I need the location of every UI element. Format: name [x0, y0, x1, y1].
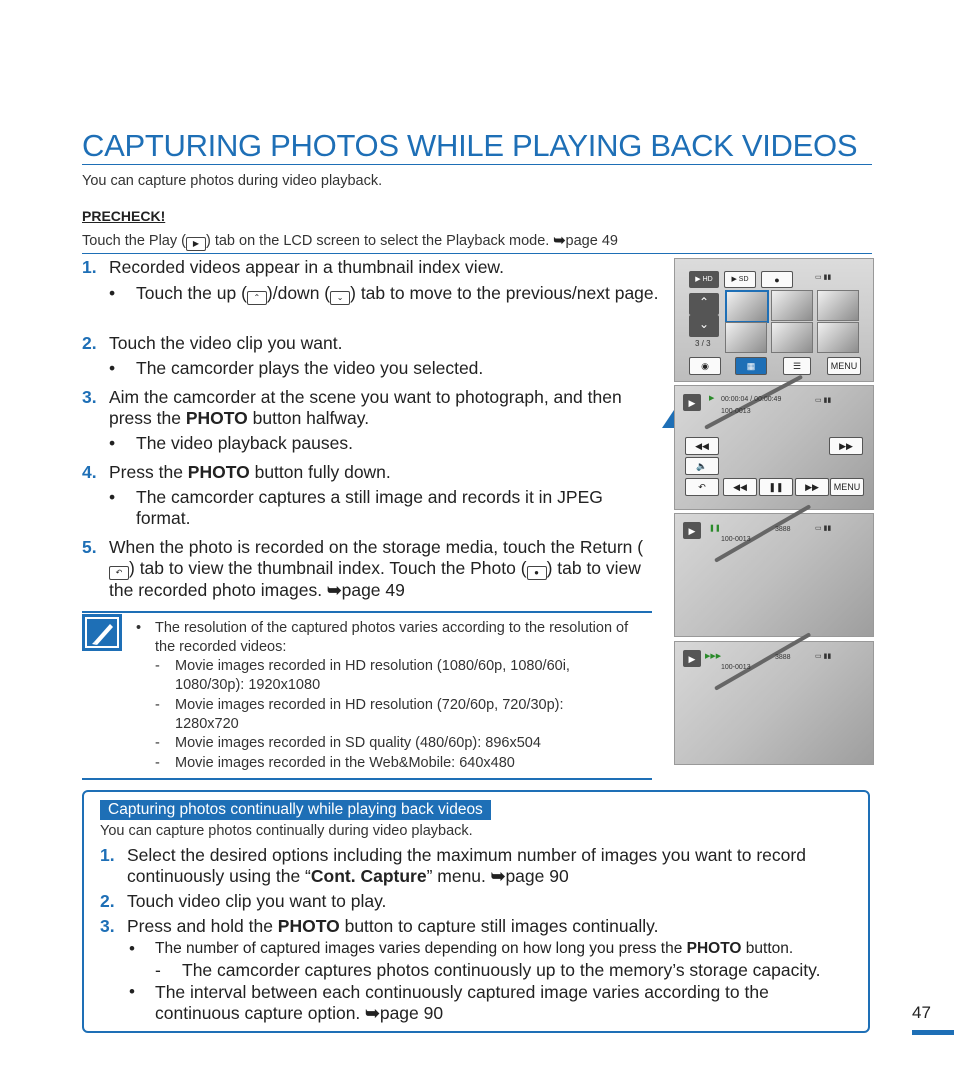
play-mode-icon: ▶ — [683, 650, 701, 667]
down-button[interactable]: ⌄ — [689, 315, 719, 337]
bullet-text-a: The number of captured images varies depending on how long you press the — [155, 940, 687, 957]
screen-resumed — [674, 641, 874, 765]
page-number: 47 — [912, 1003, 931, 1022]
bullet-dot: • — [129, 939, 135, 958]
note-dash: - — [155, 697, 160, 713]
thumbnail-view-button[interactable]: ▦ — [735, 357, 767, 375]
page-counter: 3 / 3 — [695, 339, 711, 348]
photo-tab[interactable]: ● — [761, 271, 793, 288]
info-button[interactable]: ☰ — [783, 357, 811, 375]
note-top-rule — [82, 611, 652, 613]
return-icon: ↶ — [109, 566, 129, 580]
note-item-3: Movie images recorded in SD quality (480/60p): 896x504 — [175, 735, 541, 751]
step-number: 1. — [100, 845, 115, 865]
hd-tab[interactable]: ▶ HD — [689, 271, 719, 288]
title-divider — [82, 164, 872, 165]
sd-tab[interactable]: ▶ SD — [724, 271, 756, 288]
note-item-4: Movie images recorded in the Web&Mobile: 640x480 — [175, 755, 515, 771]
volume-button[interactable]: 🔈 — [685, 457, 719, 475]
video-thumbnail[interactable] — [725, 290, 769, 323]
step-text-a: Select the desired options including the maximum number of images you want to record continuously using the “ — [127, 845, 806, 886]
photo-button-label: PHOTO — [277, 916, 340, 936]
step-number: 4. — [82, 462, 97, 482]
page-ref-arrow-icon: ➥ — [553, 233, 566, 249]
step-page-ref: page 49 — [341, 580, 405, 600]
screen-video-playback — [674, 385, 874, 510]
step-text-b: button fully down. — [249, 462, 391, 482]
step-text-a: Aim the camcorder at the scene you want to photograph, and then press the — [109, 387, 622, 428]
bullet-text-b: )/down ( — [266, 283, 331, 303]
box-bullet-1 — [155, 939, 865, 958]
bullet-text: The camcorder plays the video you selected. — [136, 358, 484, 378]
intro-text: You can capture photos during video playback. — [82, 173, 383, 189]
precheck-text-after: ) tab on the LCD screen to select the Playback mode. — [205, 233, 550, 249]
video-thumbnail[interactable] — [817, 322, 859, 353]
step-text — [127, 916, 867, 937]
time-counter: 00:00:04 / 00:00:49 — [721, 396, 782, 403]
bullet-text — [136, 283, 661, 305]
screen-paused — [674, 513, 874, 637]
step-number: 1. — [82, 257, 97, 277]
bullet-text-b: button. — [741, 940, 794, 957]
page-number-bar — [912, 1030, 954, 1035]
file-number: 100-0013 — [721, 536, 751, 543]
bullet-dot: • — [109, 433, 116, 453]
step-text-c: ) tab to view the recorded photo images. — [109, 558, 641, 600]
rewind-button[interactable]: ◀◀ — [723, 478, 757, 496]
note-item-1: Movie images recorded in HD resolution (1080/60p, 1080/60i, 1080/30p): 1920x1080 — [175, 658, 570, 693]
step-text — [127, 845, 867, 887]
page-title: CAPTURING PHOTOS WHILE PLAYING BACK VIDEOS — [82, 128, 858, 163]
bird-image — [714, 632, 811, 690]
return-button[interactable]: ↶ — [685, 478, 719, 496]
photo-button-label: PHOTO — [185, 408, 248, 428]
bird-image — [714, 504, 811, 562]
video-thumbnail[interactable] — [817, 290, 859, 321]
video-thumbnail[interactable] — [771, 322, 813, 353]
bullet-text-c: ) tab to move to the previous/next page. — [350, 283, 659, 303]
play-status-icon: ▶ — [709, 395, 715, 402]
box-title: Capturing photos continually while playing back videos — [100, 800, 491, 820]
bullet-text: The video playback pauses. — [136, 433, 353, 453]
menu-button[interactable]: MENU — [830, 478, 864, 496]
battery-icon: ▭ ▮▮ — [815, 274, 832, 281]
step-text: Recorded videos appear in a thumbnail index view. — [109, 257, 504, 277]
skip-back-button[interactable]: ◀◀ — [685, 437, 719, 455]
bullet-dot: • — [109, 358, 116, 378]
step-text: Touch the video clip you want. — [109, 333, 343, 353]
pause-status-icon: ❚❚ — [709, 525, 721, 532]
step-text: Touch video clip you want to play. — [127, 891, 387, 911]
file-number: 100-0013 — [721, 664, 751, 671]
step-number: 2. — [100, 891, 115, 911]
photo-tab-icon: ● — [527, 566, 547, 580]
step-text-b: button halfway. — [247, 408, 370, 428]
precheck-heading: PRECHECK! — [82, 208, 166, 224]
precheck-page-ref: page 49 — [565, 233, 618, 249]
bullet-text-a: Touch the up ( — [136, 283, 247, 303]
note-pencil-icon — [82, 614, 122, 651]
dash: - — [155, 960, 161, 980]
note-bullet-dot: • — [136, 620, 142, 636]
bullet-text: The interval between each continuously captured image varies according to the continuous capture option. — [155, 982, 769, 1023]
battery-icon: ▭ ▮▮ — [815, 397, 832, 404]
precheck-text-before: Touch the Play ( — [82, 233, 186, 249]
play-mode-icon: ▶ — [683, 394, 701, 411]
note-bottom-rule — [82, 778, 652, 780]
up-arrow-icon: ⌃ — [247, 291, 267, 305]
down-arrow-icon: ⌄ — [330, 291, 350, 305]
video-thumbnail[interactable] — [771, 290, 813, 321]
note-bullet-text: The resolution of the captured photos varies according to the resolution of the recorded videos: — [155, 620, 629, 655]
step-page-ref: page 90 — [505, 866, 569, 886]
precheck-text — [82, 233, 618, 251]
page-ref-arrow-icon: ➥ — [490, 866, 506, 886]
note-dash: - — [155, 658, 160, 674]
step-text-b: button to capture still images continually. — [339, 916, 659, 936]
file-number: 100-0013 — [721, 408, 751, 415]
battery-icon: ▭ ▮▮ — [815, 653, 832, 660]
battery-icon: ▭ ▮▮ — [815, 525, 832, 532]
video-thumbnail[interactable] — [725, 322, 767, 353]
step-text — [109, 387, 657, 429]
photo-count: 3888 — [775, 526, 791, 533]
note-dash: - — [155, 755, 160, 771]
play-mode-icon: ▶ — [683, 522, 701, 539]
step-text — [109, 537, 657, 601]
box-dash-item: The camcorder captures photos continuously up to the memory’s storage capacity. — [182, 960, 821, 980]
note-dash: - — [155, 735, 160, 751]
bullet-dot: • — [129, 982, 135, 1001]
box-subtitle: You can capture photos continually during video playback. — [100, 823, 473, 839]
play-status-icon: ▶▶▶ — [705, 653, 722, 660]
step-text-a: Press the — [109, 462, 188, 482]
note-item-2: Movie images recorded in HD resolution (720/60p, 720/30p): 1280x720 — [175, 697, 564, 732]
step-text-b: ” menu. — [426, 866, 486, 886]
step-number: 3. — [82, 387, 97, 407]
fast-forward-button[interactable]: ▶▶ — [795, 478, 829, 496]
bullet-dot: • — [109, 487, 116, 507]
page-ref-arrow-icon: ➥ — [326, 580, 342, 600]
step-number: 3. — [100, 916, 115, 936]
step-number: 2. — [82, 333, 97, 353]
camera-mode-button[interactable]: ◉ — [689, 357, 721, 375]
step-text-a: When the photo is recorded on the storage media, touch the Return ( — [109, 537, 644, 557]
menu-button[interactable]: MENU — [827, 357, 861, 375]
step-text-b: ) tab to view the thumbnail index. Touch the Photo ( — [129, 558, 527, 578]
photo-count: 3888 — [775, 654, 791, 661]
pause-button[interactable]: ❚❚ — [759, 478, 793, 496]
box-bullet-2 — [155, 982, 845, 1024]
step-number: 5. — [82, 537, 97, 557]
step-text-a: Press and hold the — [127, 916, 278, 936]
skip-forward-button[interactable]: ▶▶ — [829, 437, 863, 455]
screen-thumbnail-index — [674, 258, 874, 382]
bullet-page-ref: page 90 — [379, 1003, 444, 1023]
bullet-dot: • — [109, 283, 116, 303]
precheck-divider — [82, 253, 872, 254]
photo-button-label: PHOTO — [187, 462, 250, 482]
bullet-text: The camcorder captures a still image and records it in JPEG format. — [136, 487, 603, 528]
page-ref-arrow-icon: ➥ — [365, 1003, 380, 1023]
photo-button-label: PHOTO — [686, 940, 742, 957]
step-text — [109, 462, 657, 483]
up-button[interactable]: ⌃ — [689, 293, 719, 315]
play-tab-icon: ▶ — [186, 237, 206, 251]
cont-capture-label: Cont. Capture — [310, 866, 427, 886]
